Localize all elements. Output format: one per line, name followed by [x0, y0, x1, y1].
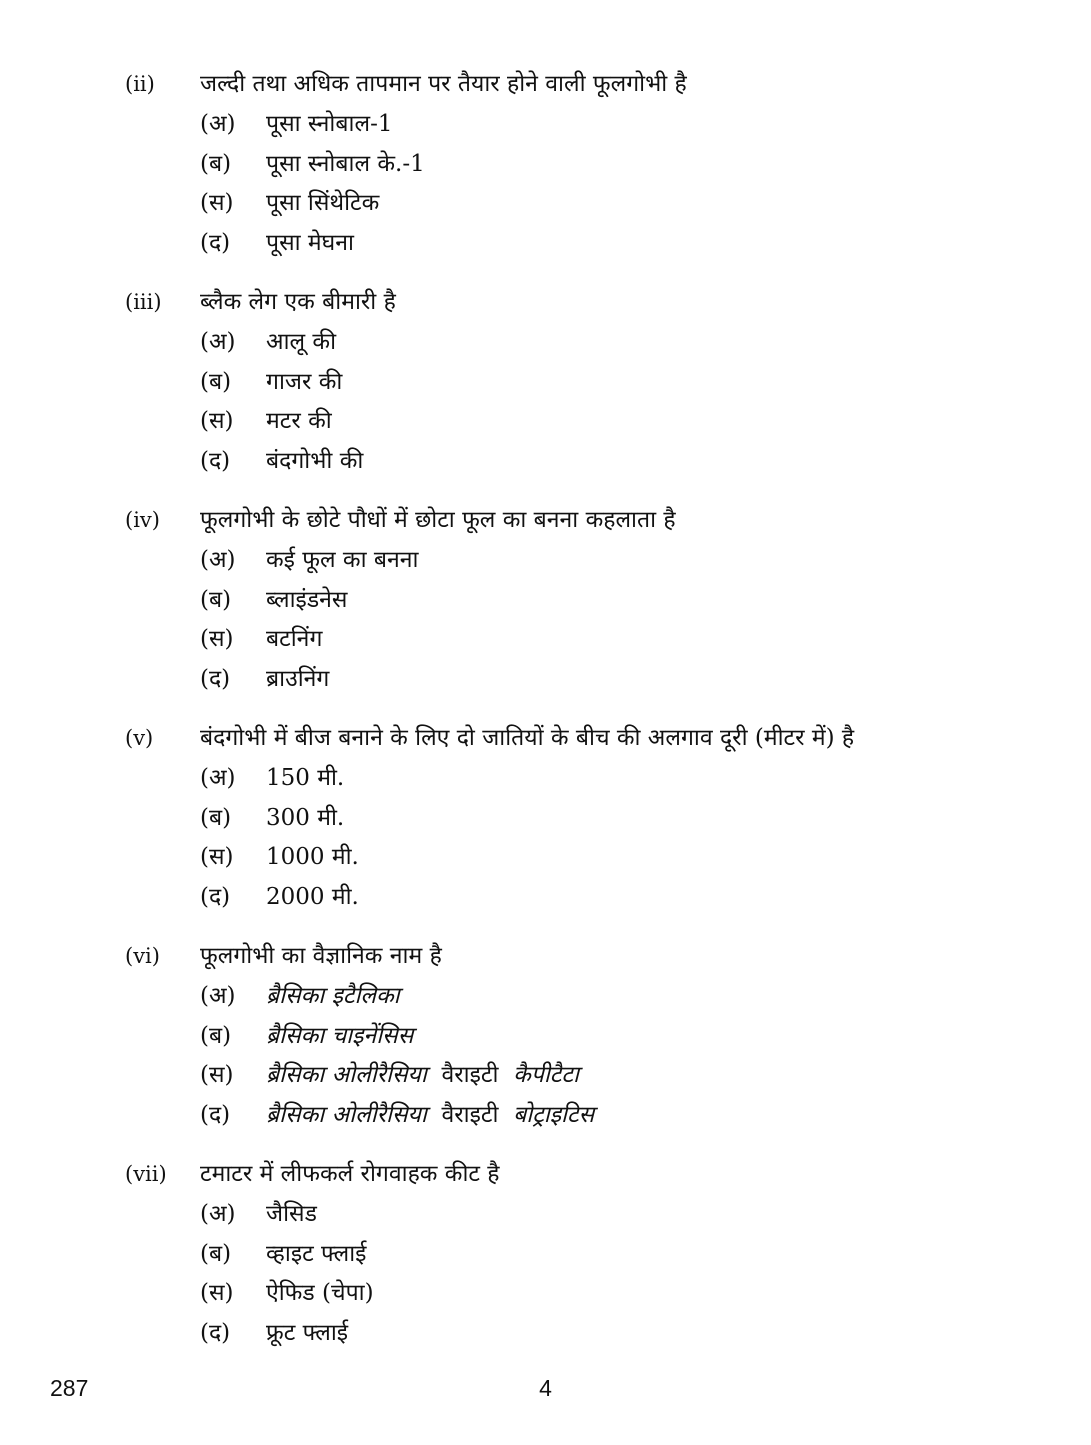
option-label: (ब) — [200, 368, 232, 395]
paper-code: 287 — [50, 1375, 89, 1401]
question-text: बंदगोभी में बीज बनाने के लिए दो जातियों के बीच की अलगाव दूरी (मीटर में) है — [200, 725, 855, 751]
question-line — [125, 720, 1045, 760]
question-number: (vi) — [125, 944, 160, 968]
question-text: फूलगोभी के छोटे पौधों में छोटा फूल का बनना कहलाता है — [200, 507, 676, 533]
option-item — [125, 978, 1045, 1018]
option-text — [266, 443, 363, 475]
option-label: (द) — [200, 883, 231, 910]
scientific-name: बोट्राइटिस — [513, 1101, 595, 1128]
option-text-segment: ब्राउनिंग — [266, 665, 330, 692]
option-item — [125, 146, 1045, 186]
option-text — [266, 146, 425, 178]
option-text-segment: 300 मी. — [266, 804, 345, 831]
question-number: (vii) — [125, 1162, 167, 1186]
option-text — [266, 542, 418, 574]
option-text — [266, 1236, 366, 1268]
question-line — [125, 284, 1045, 324]
option-item — [125, 661, 1045, 701]
question-item — [125, 502, 1045, 700]
option-label: (द) — [200, 447, 231, 474]
question-line — [125, 66, 1045, 106]
question-text: जल्दी तथा अधिक तापमान पर तैयार होने वाली फूलगोभी है — [200, 71, 687, 97]
question-text: फूलगोभी का वैज्ञानिक नाम है — [200, 943, 442, 969]
option-text — [266, 661, 329, 693]
option-text-segment: जैसिड — [266, 1201, 317, 1227]
option-text-segment: बटनिंग — [266, 626, 323, 652]
scientific-name: ब्रैसिका इटैलिका — [266, 983, 400, 1009]
option-text-segment: वैराइटी — [426, 1101, 514, 1128]
option-label: (ब) — [200, 804, 232, 831]
option-text — [266, 106, 392, 138]
option-text — [266, 324, 336, 356]
option-label: (अ) — [200, 329, 236, 355]
question-line — [125, 502, 1045, 542]
option-item — [125, 760, 1045, 800]
question-list — [125, 66, 1045, 1374]
option-text-segment: कई फूल का बनना — [266, 547, 419, 573]
option-item — [125, 582, 1045, 622]
option-text — [266, 185, 379, 217]
option-text — [266, 364, 342, 396]
option-item — [125, 225, 1045, 265]
question-line — [125, 1156, 1045, 1196]
option-text-segment: गाजर की — [266, 368, 343, 395]
option-text-segment: आलू की — [266, 329, 337, 355]
option-item — [125, 185, 1045, 225]
option-label: (अ) — [200, 765, 236, 791]
option-label: (द) — [200, 665, 231, 692]
option-text-segment: पूसा मेघना — [266, 229, 354, 256]
option-item — [125, 1196, 1045, 1236]
option-label: (द) — [200, 1319, 231, 1346]
option-text — [266, 760, 344, 792]
option-text — [266, 800, 344, 832]
option-label: (स) — [200, 626, 234, 652]
question-number: (ii) — [125, 72, 155, 96]
option-text — [266, 582, 347, 614]
option-text — [266, 978, 400, 1010]
question-item — [125, 720, 1045, 918]
option-text — [266, 403, 332, 435]
option-item — [125, 879, 1045, 919]
scientific-name: ब्रैसिका ओलीरैसिया — [266, 1101, 427, 1128]
option-label: (अ) — [200, 111, 236, 137]
option-label: (अ) — [200, 1201, 236, 1227]
question-text: टमाटर में लीफकर्ल रोगवाहक कीट है — [200, 1161, 500, 1187]
option-item — [125, 364, 1045, 404]
question-item — [125, 284, 1045, 482]
option-text-segment: पूसा स्नोबाल के.-1 — [266, 150, 425, 177]
scientific-name: कैपीटैटा — [513, 1062, 579, 1088]
question-number: (v) — [125, 726, 154, 750]
option-text-segment: 150 मी. — [266, 765, 345, 791]
option-item — [125, 403, 1045, 443]
question-text: ब्लैक लेग एक बीमारी है — [200, 289, 396, 315]
option-label: (द) — [200, 229, 231, 256]
option-text-segment: पूसा सिंथेटिक — [266, 190, 380, 216]
question-number: (iii) — [125, 290, 162, 314]
option-text-segment: 1000 मी. — [266, 844, 359, 870]
option-text-segment: फ्रूट फ्लाई — [266, 1319, 349, 1346]
option-label: (अ) — [200, 547, 236, 573]
option-item — [125, 1275, 1045, 1315]
option-item — [125, 1236, 1045, 1276]
option-label: (अ) — [200, 983, 236, 1009]
option-text — [266, 225, 354, 257]
option-text — [266, 1275, 374, 1307]
question-line — [125, 938, 1045, 978]
option-label: (ब) — [200, 1240, 232, 1267]
option-text — [266, 1097, 594, 1129]
option-item — [125, 839, 1045, 879]
option-item — [125, 1057, 1045, 1097]
option-text-segment: मटर की — [266, 408, 332, 434]
option-item — [125, 800, 1045, 840]
scientific-name: ब्रैसिका चाइनेंसिस — [266, 1022, 414, 1049]
option-label: (स) — [200, 1062, 234, 1088]
option-text — [266, 1315, 348, 1347]
option-text-segment: ऐफिड (चेपा) — [266, 1280, 374, 1306]
option-label: (स) — [200, 1280, 234, 1306]
option-item — [125, 542, 1045, 582]
option-text-segment: बंदगोभी की — [266, 447, 364, 474]
option-item — [125, 1315, 1045, 1355]
option-item — [125, 106, 1045, 146]
option-text-segment: 2000 मी. — [266, 883, 359, 910]
page-number: 4 — [539, 1375, 552, 1401]
option-item — [125, 324, 1045, 364]
option-label: (स) — [200, 844, 234, 870]
scientific-name: ब्रैसिका ओलीरैसिया — [266, 1062, 427, 1088]
question-number: (iv) — [125, 508, 160, 532]
option-label: (स) — [200, 190, 234, 216]
option-label: (ब) — [200, 1022, 232, 1049]
option-item — [125, 443, 1045, 483]
option-text — [266, 1196, 317, 1228]
question-item — [125, 66, 1045, 264]
option-label: (ब) — [200, 150, 232, 177]
question-item — [125, 938, 1045, 1136]
option-item — [125, 1097, 1045, 1137]
option-label: (स) — [200, 408, 234, 434]
option-text — [266, 879, 359, 911]
option-text-segment: ब्लाइंडनेस — [266, 586, 348, 613]
option-text-segment: वैराइटी — [426, 1062, 514, 1088]
option-text — [266, 1018, 413, 1050]
option-text — [266, 621, 322, 653]
option-item — [125, 621, 1045, 661]
option-text — [266, 839, 359, 871]
option-item — [125, 1018, 1045, 1058]
option-text-segment: पूसा स्नोबाल-1 — [266, 111, 393, 137]
option-label: (ब) — [200, 586, 232, 613]
option-text — [266, 1057, 579, 1089]
option-label: (द) — [200, 1101, 231, 1128]
question-item — [125, 1156, 1045, 1354]
option-text-segment: व्हाइट फ्लाई — [266, 1240, 367, 1267]
